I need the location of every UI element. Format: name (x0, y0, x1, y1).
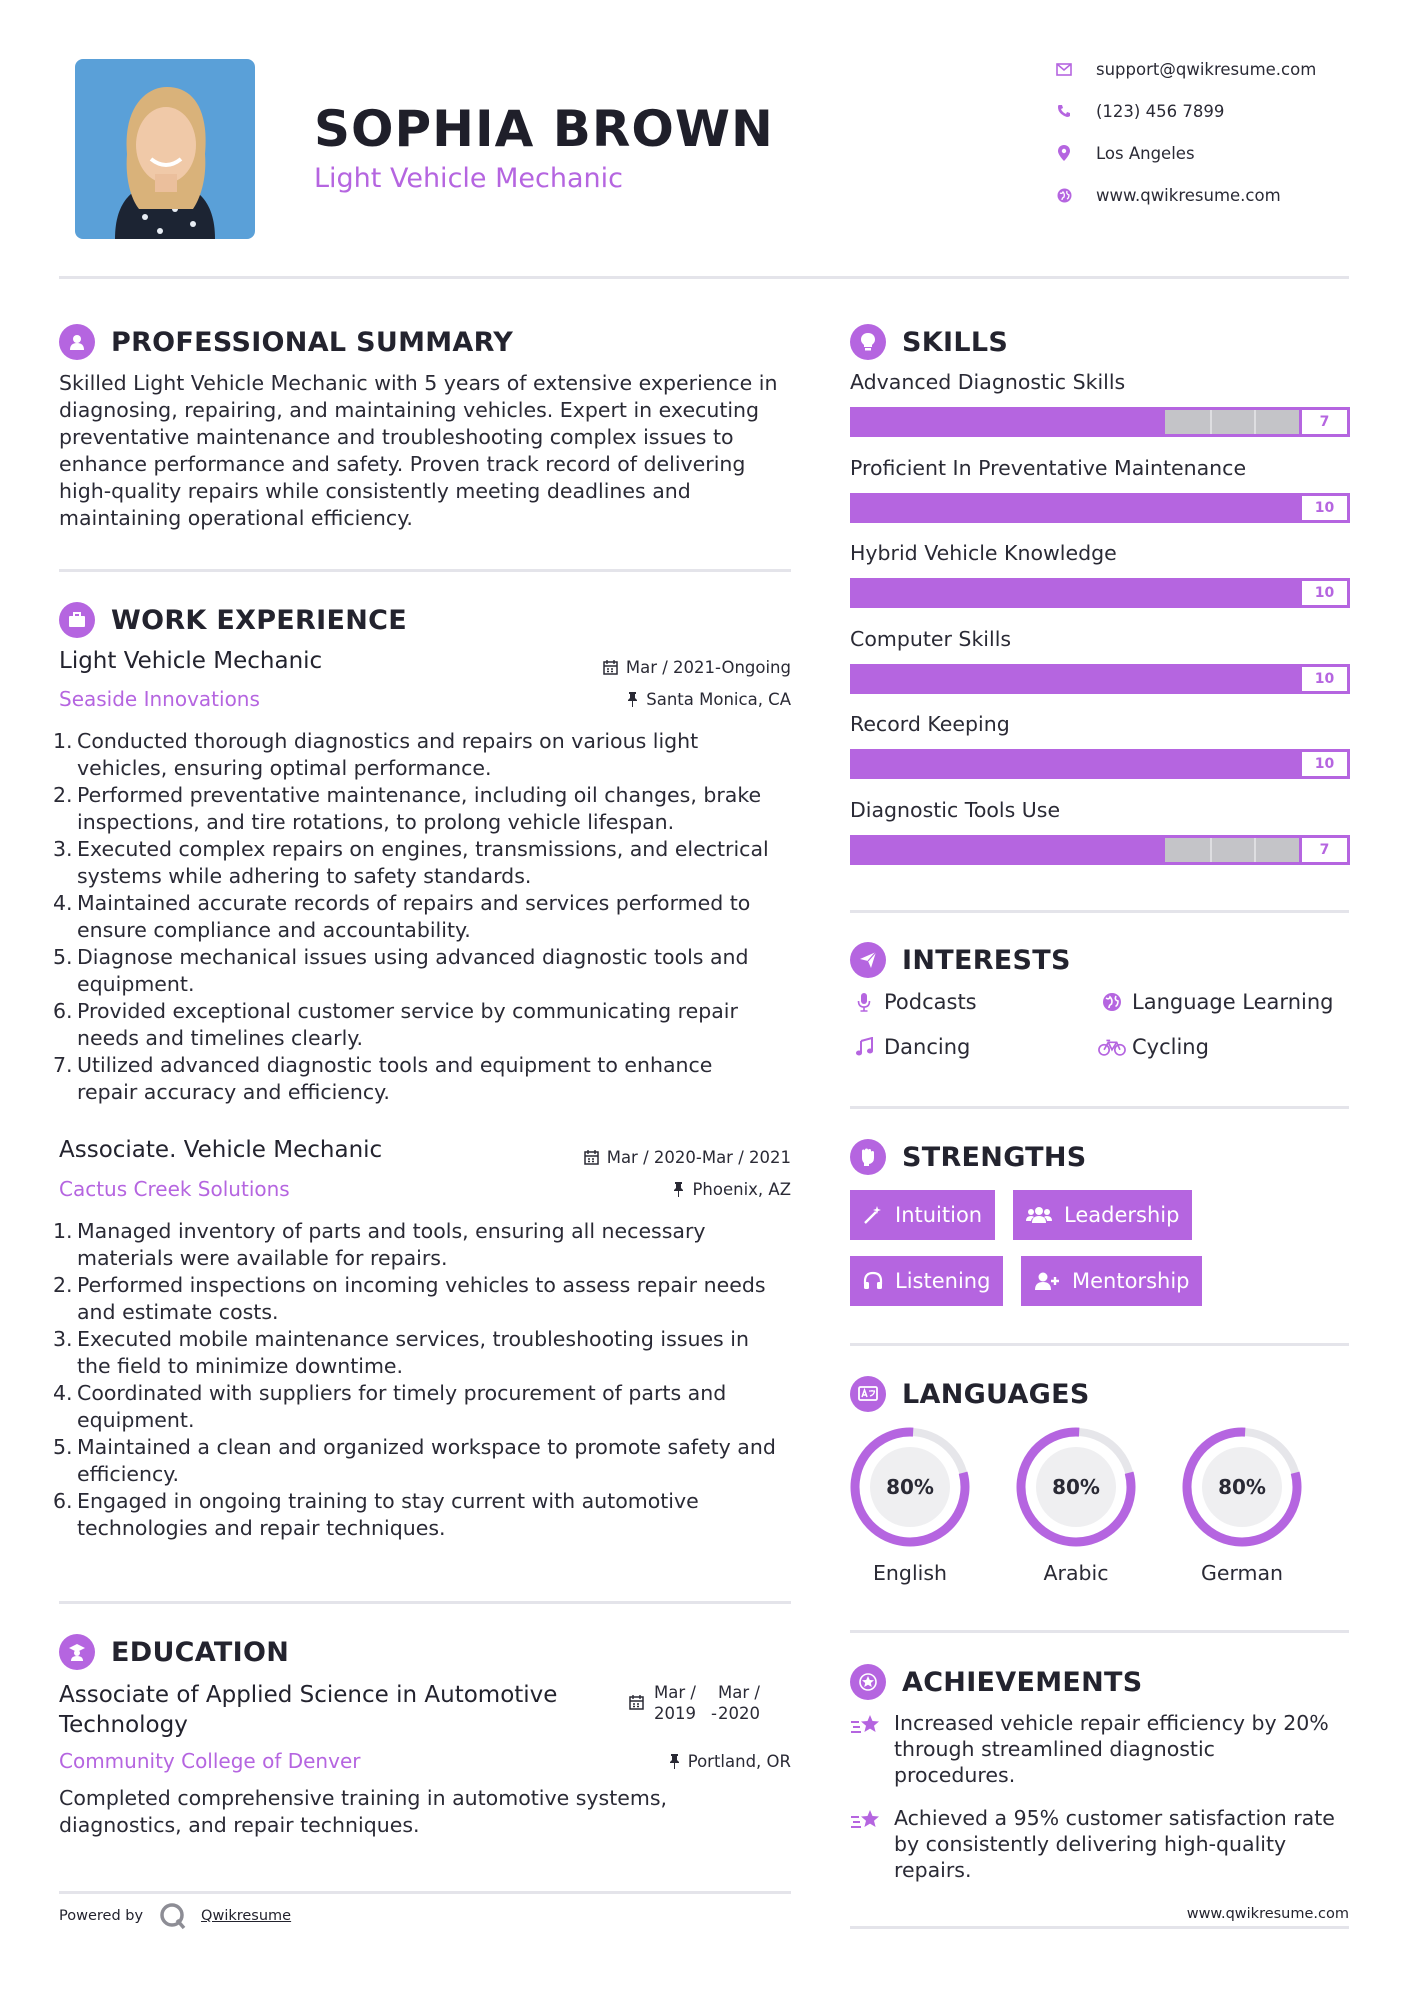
job-location-text: Phoenix, AZ (692, 1180, 791, 1199)
candidate-role: Light Vehicle Mechanic (314, 163, 623, 194)
phone-icon (1050, 101, 1078, 121)
skill-score: 10 (1299, 752, 1347, 776)
education-dates (629, 1682, 760, 1724)
achievements-heading (850, 1662, 1143, 1702)
contact-website[interactable] (1050, 181, 1390, 209)
shooting-star-icon (850, 1710, 884, 1788)
list-item: 2. Performed inspections on incoming vehicles to assess repair needs and estimate costs. (53, 1273, 766, 1324)
globe-icon (1050, 185, 1078, 205)
skill-score: 7 (1299, 410, 1347, 434)
graduate-icon (59, 1634, 95, 1670)
list-item: 4. Maintained accurate records of repairs and services performed to ensure compliance and accountability. (53, 891, 751, 942)
list-item: 1. Managed inventory of parts and tools, ensuring all necessary materials were available for repairs. (53, 1219, 706, 1270)
skill-bar-segment (1210, 838, 1212, 862)
education-location: Portland, OR (669, 1752, 791, 1771)
language-percent: 80% (1052, 1475, 1100, 1499)
job-date-text: Mar / 2021-Ongoing (625, 658, 791, 677)
list-item: 6. Engaged in ongoing training to stay current with automotive technologies and repair techniques. (53, 1489, 699, 1540)
interest-language-learning: Language Learning (1098, 987, 1333, 1017)
list-item: 5. Diagnose mechanical issues using advanced diagnostic tools and equipment. (53, 945, 749, 996)
strength-tag-mentorship: Mentorship (1021, 1256, 1202, 1306)
music-note-icon (850, 1037, 878, 1057)
headphones-icon (863, 1271, 883, 1291)
list-item: 3. Executed mobile maintenance services, troubleshooting issues in the field to minimize downtime. (53, 1327, 749, 1378)
powered-by: Powered by Qwikresume (59, 1900, 291, 1932)
envelope-icon (1050, 59, 1078, 79)
contact-email[interactable] (1050, 55, 1390, 83)
strength-tag-intuition: Intuition (850, 1190, 995, 1240)
section-divider (59, 569, 791, 572)
language-percent: 80% (886, 1475, 934, 1499)
skill-label: Record Keeping (850, 712, 1010, 736)
section-divider (850, 910, 1349, 913)
pushpin-icon (627, 692, 638, 707)
experience-heading (59, 600, 407, 640)
calendar-icon (584, 1150, 599, 1165)
skill-bar (850, 407, 1350, 437)
contact-location-text: Los Angeles (1096, 143, 1195, 163)
interests-heading (850, 940, 1071, 980)
job-duties (53, 1218, 799, 1542)
skill-bar (850, 749, 1350, 779)
list-item: 2. Performed preventative maintenance, including oil changes, brake inspections, and tire rotations, to prolong vehicle lifespan. (53, 783, 762, 834)
pushpin-icon (669, 1754, 680, 1769)
magic-wand-icon (863, 1205, 883, 1225)
list-item: 3. Executed complex repairs on engines, transmissions, and electrical systems while adhering to safety standards. (53, 837, 769, 888)
briefcase-icon (59, 602, 95, 638)
education-heading (59, 1632, 289, 1672)
contact-phone-text: (123) 456 7899 (1096, 101, 1225, 121)
summary-line: preventative maintenance and troubleshooting complex issues to (59, 425, 734, 449)
bicycle-icon (1098, 1037, 1126, 1057)
summary-title: PROFESSIONAL SUMMARY (111, 326, 514, 358)
summary-text (59, 370, 799, 532)
user-icon (59, 324, 95, 360)
interests-title: INTERESTS (902, 944, 1071, 976)
skill-bar (850, 493, 1350, 523)
strength-tag-leadership: Leadership (1013, 1190, 1192, 1240)
languages-title: LANGUAGES (902, 1378, 1090, 1410)
profile-photo (75, 59, 255, 239)
paper-plane-icon (850, 942, 886, 978)
skill-score: 10 (1299, 581, 1347, 605)
skill-score: 10 (1299, 667, 1347, 691)
qwikresume-link[interactable]: Qwikresume (201, 1908, 292, 1924)
education-start-date: Mar / 2019 (654, 1683, 696, 1723)
achievement-item: Increased vehicle repair efficiency by 20% through streamlined diagnostic procedures. (850, 1710, 1350, 1788)
skill-label: Hybrid Vehicle Knowledge (850, 541, 1117, 565)
strength-tag-listening: Listening (850, 1256, 1003, 1306)
skill-bar-fill (853, 838, 1165, 862)
summary-line: Skilled Light Vehicle Mechanic with 5 years of extensive experience in (59, 371, 778, 395)
education-title: EDUCATION (111, 1636, 290, 1668)
qwikresume-logo-icon (157, 1900, 189, 1932)
list-item: 6. Provided exceptional customer service by communicating repair needs and timelines clearly. (53, 999, 738, 1050)
skills-heading (850, 322, 1008, 362)
skill-bar (850, 664, 1350, 694)
map-pin-icon (1050, 143, 1078, 163)
school-name: Community College of Denver (59, 1749, 361, 1773)
summary-line: maintaining operational efficiency. (59, 506, 413, 530)
contact-phone[interactable] (1050, 97, 1390, 125)
degree-title: Associate of Applied Science in Automotive Technology (59, 1682, 558, 1738)
language-ring (1006, 1425, 1146, 1549)
header-divider (59, 276, 1349, 279)
job-location (673, 1180, 791, 1199)
contact-location (1050, 139, 1390, 167)
job-location-text: Santa Monica, CA (646, 690, 791, 709)
skill-bar-fill (853, 752, 1299, 776)
footer-website[interactable]: www.qwikresume.com (1186, 1906, 1349, 1922)
language-name: German (1200, 1561, 1284, 1585)
job-date (603, 658, 791, 677)
list-item: 1. Conducted thorough diagnostics and repairs on various light vehicles, ensuring optimal performance. (53, 729, 699, 780)
section-divider (59, 1891, 791, 1894)
list-item: 4. Coordinated with suppliers for timely procurement of parts and equipment. (53, 1381, 727, 1432)
skill-item (850, 627, 1350, 694)
skill-item (850, 456, 1350, 523)
section-divider (850, 1106, 1349, 1109)
skill-bar-fill (853, 581, 1299, 605)
summary-line: diagnosing, repairing, and maintaining vehicles. Expert in executing (59, 398, 760, 422)
language-percent: 80% (1218, 1475, 1266, 1499)
language-icon (850, 1376, 886, 1412)
users-icon (1026, 1205, 1052, 1225)
language-ring (840, 1425, 980, 1549)
skill-label: Proficient In Preventative Maintenance (850, 455, 1247, 480)
strengths-title: STRENGTHS (902, 1141, 1087, 1173)
star-badge-icon (850, 1664, 886, 1700)
summary-heading (59, 322, 513, 362)
calendar-icon (629, 1695, 644, 1710)
list-item: 5. Maintained a clean and organized workspace to promote safety and efficiency. (53, 1435, 776, 1486)
skill-label: Advanced Diagnostic Skills (850, 370, 1126, 394)
education-description: Completed comprehensive training in automotive systems, diagnostics, and repair techniques. (59, 1786, 668, 1837)
job-company: Seaside Innovations (59, 687, 260, 711)
calendar-icon (603, 660, 618, 675)
language-ring (1172, 1425, 1312, 1549)
job-title: Associate. Vehicle Mechanic (59, 1137, 383, 1163)
skill-bar (850, 578, 1350, 608)
summary-line: enhance performance and safety. Proven track record of delivering (59, 452, 746, 476)
skill-bar-fill (853, 410, 1165, 434)
skill-bar-segment (1254, 838, 1256, 862)
list-item: 7. Utilized advanced diagnostic tools and equipment to enhance repair accuracy and efficiency. (53, 1053, 713, 1104)
job-date (584, 1148, 791, 1167)
contact-website-text: www.qwikresume.com (1096, 185, 1281, 205)
interest-podcasts: Podcasts (850, 987, 977, 1017)
skill-score: 7 (1299, 838, 1347, 862)
contact-email-text: support@qwikresume.com (1096, 59, 1317, 79)
skill-item (850, 370, 1350, 437)
pushpin-icon (673, 1182, 684, 1197)
language-item (840, 1425, 980, 1585)
language-item (1006, 1425, 1146, 1585)
microphone-icon (850, 992, 878, 1012)
skill-bar-segment (1210, 410, 1212, 434)
skill-item (850, 712, 1350, 779)
education-end-date: Mar / - 2020 (711, 1683, 760, 1723)
candidate-name: SOPHIA BROWN (314, 100, 774, 158)
language-name: Arabic (1043, 1561, 1109, 1585)
skill-label: Diagnostic Tools Use (850, 797, 1061, 822)
strengths-heading (850, 1137, 1087, 1177)
globe-icon (1098, 992, 1126, 1012)
lightbulb-icon (850, 324, 886, 360)
fist-icon (850, 1139, 886, 1175)
skill-bar-segment (1254, 410, 1256, 434)
shooting-star-icon (850, 1805, 884, 1883)
skill-label: Computer Skills (850, 626, 1012, 651)
skill-bar (850, 835, 1350, 865)
skill-item (850, 798, 1350, 865)
job-company: Cactus Creek Solutions (59, 1177, 290, 1201)
skill-bar-fill (853, 496, 1299, 520)
user-plus-icon (1034, 1271, 1060, 1291)
section-divider (850, 1926, 1349, 1929)
skills-title: SKILLS (902, 326, 1009, 358)
achievements-title: ACHIEVEMENTS (902, 1666, 1143, 1698)
language-name: English (872, 1561, 948, 1585)
job-date-text: Mar / 2020-Mar / 2021 (606, 1148, 791, 1167)
section-divider (850, 1343, 1349, 1346)
skill-score: 10 (1299, 496, 1347, 520)
job-title: Light Vehicle Mechanic (59, 648, 323, 674)
skill-item (850, 541, 1350, 608)
section-divider (850, 1630, 1349, 1633)
job-duties (53, 728, 799, 1106)
languages-heading (850, 1374, 1090, 1414)
interest-cycling: Cycling (1098, 1032, 1209, 1062)
languages-list (850, 1425, 1350, 1585)
summary-line: high-quality repairs while consistently meeting deadlines and (59, 479, 691, 503)
achievement-item: Achieved a 95% customer satisfaction rate by consistently delivering high-quality repairs. (850, 1805, 1350, 1883)
experience-title: WORK EXPERIENCE (111, 604, 407, 636)
interest-dancing: Dancing (850, 1032, 970, 1062)
section-divider (59, 1601, 791, 1604)
language-item (1172, 1425, 1312, 1585)
job-location (627, 690, 791, 709)
skill-bar-fill (853, 667, 1299, 691)
